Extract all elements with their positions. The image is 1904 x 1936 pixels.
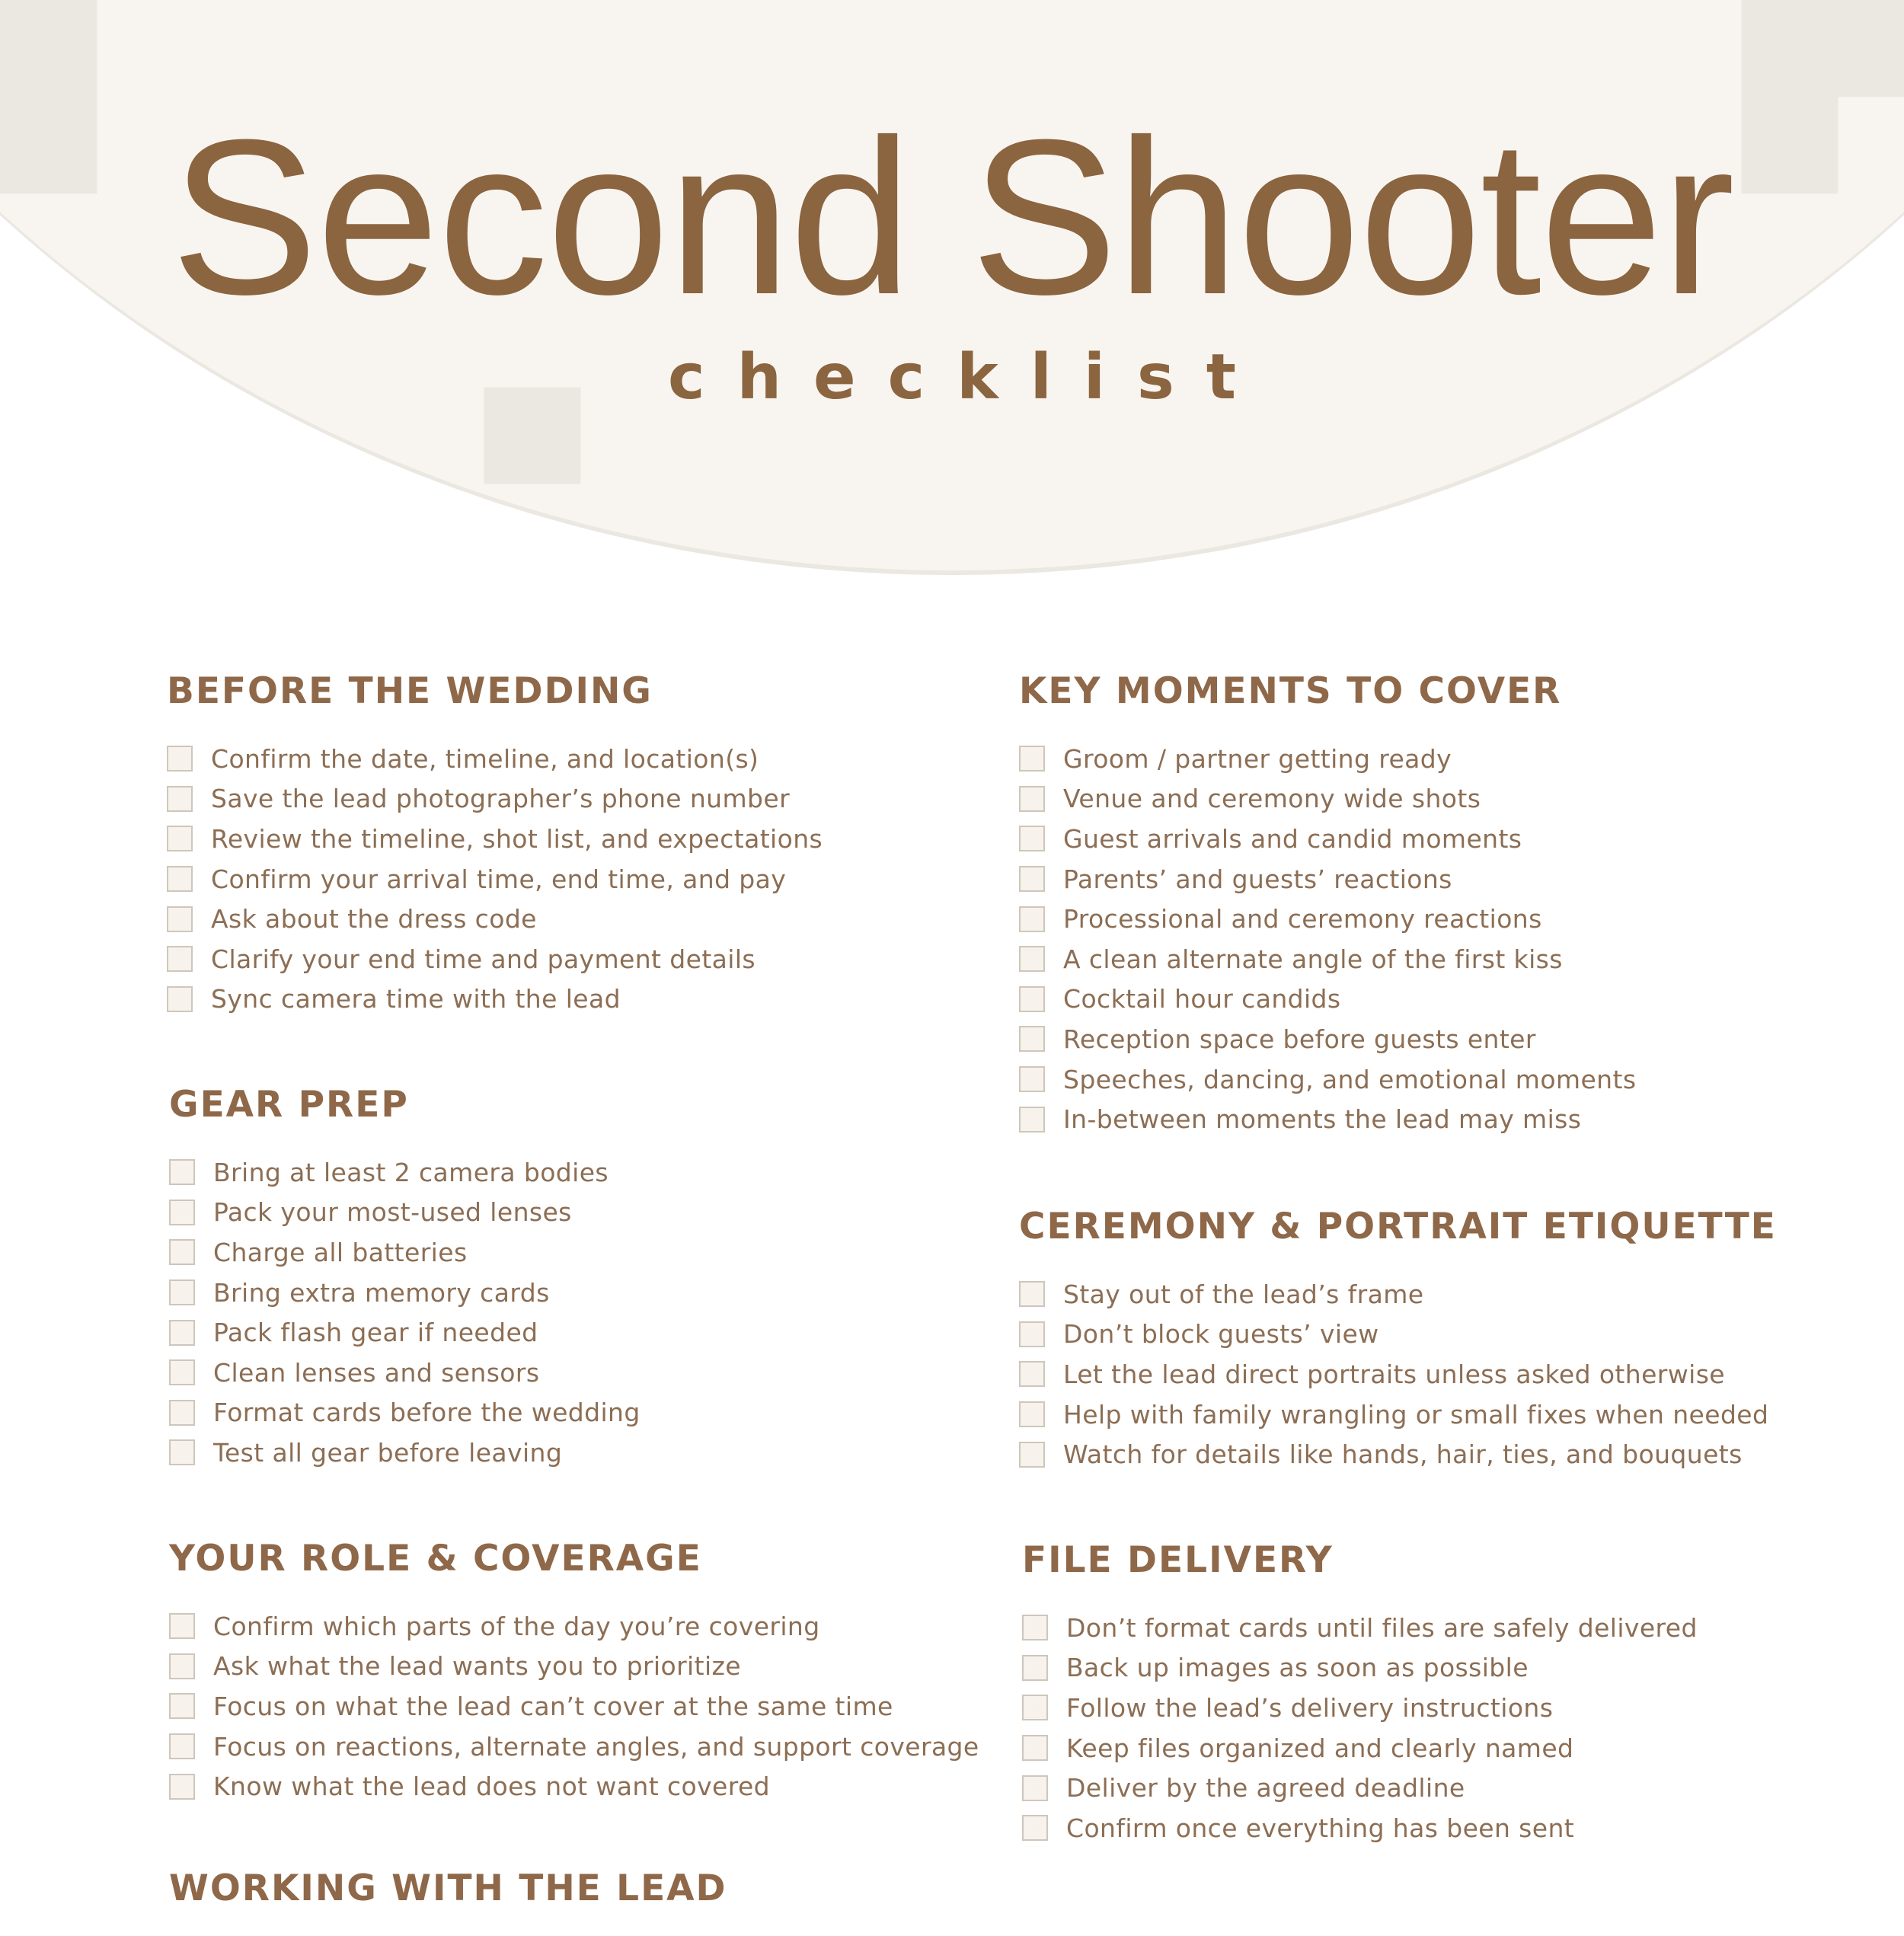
checklist-item-label: Know what the lead does not want covered xyxy=(213,1771,771,1802)
checkbox[interactable] xyxy=(169,1320,195,1346)
checklist-item-label: Back up images as soon as possible xyxy=(1066,1653,1529,1683)
checklist-item-label: Ask about the dress code xyxy=(211,904,537,934)
section-heading: KEY MOMENTS TO COVER xyxy=(1019,670,1562,712)
checkbox[interactable] xyxy=(1019,1066,1045,1092)
checkbox[interactable] xyxy=(167,746,193,772)
checkbox[interactable] xyxy=(1019,1361,1045,1387)
section-key-moments-to-cover xyxy=(1019,670,1636,1139)
checklist-item[interactable] xyxy=(169,1727,979,1767)
checkbox[interactable] xyxy=(1019,1281,1045,1307)
checklist-item[interactable] xyxy=(169,1232,641,1273)
checklist-item-label: Review the timeline, shot list, and expectations xyxy=(211,823,823,854)
checklist-item[interactable] xyxy=(1019,939,1636,979)
checklist-item-label: Stay out of the lead’s frame xyxy=(1063,1279,1424,1309)
checklist-item[interactable] xyxy=(1019,1354,1777,1394)
checkbox[interactable] xyxy=(1019,1401,1045,1427)
checkbox[interactable] xyxy=(169,1159,195,1185)
checklist-item-label: In-between moments the lead may miss xyxy=(1063,1104,1582,1135)
checklist-item-label: Test all gear before leaving xyxy=(213,1437,563,1468)
checklist-item[interactable] xyxy=(1019,859,1636,899)
checkbox[interactable] xyxy=(1019,866,1045,892)
checklist-item[interactable] xyxy=(1022,1728,1698,1768)
checklist-item[interactable] xyxy=(167,739,823,779)
checklist-item-label: Help with family wrangling or small fixes when needed xyxy=(1063,1399,1769,1430)
checkbox[interactable] xyxy=(1022,1615,1048,1640)
checklist-item[interactable] xyxy=(169,1152,641,1193)
checkbox[interactable] xyxy=(1019,1442,1045,1468)
section-gear-prep xyxy=(169,1084,641,1473)
checkbox[interactable] xyxy=(169,1239,195,1265)
section-heading: BEFORE THE WEDDING xyxy=(167,670,653,712)
checklist-item[interactable] xyxy=(169,1766,979,1807)
checklist xyxy=(1019,1274,1777,1474)
checklist xyxy=(1022,1608,1698,1848)
checklist-item[interactable] xyxy=(167,979,823,1020)
checklist-item[interactable] xyxy=(1019,1019,1636,1059)
checkbox[interactable] xyxy=(167,986,193,1012)
checkbox[interactable] xyxy=(1019,1321,1045,1347)
checklist-item[interactable] xyxy=(1019,979,1636,1020)
checklist-item-label: Confirm the date, timeline, and location(s) xyxy=(211,743,759,774)
checklist-item[interactable] xyxy=(1019,1315,1777,1355)
checkbox[interactable] xyxy=(1019,986,1045,1012)
checklist-item-label: Parents’ and guests’ reactions xyxy=(1063,864,1452,894)
section-ceremony-and-portrait-etiquette xyxy=(1019,1206,1777,1474)
checklist-item[interactable] xyxy=(167,779,823,819)
checklist-item-label: Don’t format cards until files are safely delivered xyxy=(1066,1612,1698,1643)
checklist-item[interactable] xyxy=(169,1273,641,1313)
checklist-item[interactable] xyxy=(1022,1808,1698,1848)
section-working-with-the-lead xyxy=(169,1867,727,1936)
checklist-item[interactable] xyxy=(1019,899,1636,939)
section-heading: CEREMONY & PORTRAIT ETIQUETTE xyxy=(1019,1206,1777,1248)
checklist-item[interactable] xyxy=(1019,1394,1777,1435)
checklist-item[interactable] xyxy=(1019,779,1636,819)
checklist-item-label: Sync camera time with the lead xyxy=(211,984,621,1014)
checklist-item[interactable] xyxy=(169,1193,641,1233)
checklist-item-label: Save the lead photographer’s phone number xyxy=(211,784,791,814)
checklist-item-label: Reception space before guests enter xyxy=(1063,1024,1536,1054)
checklist-item-label: Let the lead direct portraits unless asked otherwise xyxy=(1063,1359,1726,1389)
checklist-item[interactable] xyxy=(169,1312,641,1353)
checklist-item[interactable] xyxy=(167,859,823,899)
checklist-item-label: Deliver by the agreed deadline xyxy=(1066,1773,1465,1803)
checklist-item[interactable] xyxy=(1019,1099,1636,1139)
checklist-item[interactable] xyxy=(1019,739,1636,779)
checklist-item[interactable] xyxy=(1019,1434,1777,1474)
checkbox[interactable] xyxy=(1022,1735,1048,1761)
checklist-item-label: Pack flash gear if needed xyxy=(213,1318,538,1348)
checkbox[interactable] xyxy=(167,906,193,932)
checklist xyxy=(1019,739,1636,1139)
checklist-item[interactable] xyxy=(1022,1688,1698,1728)
page-subtitle: checklist xyxy=(668,341,1268,414)
checklist-item[interactable] xyxy=(169,1606,979,1647)
section-file-delivery xyxy=(1022,1539,1698,1848)
checklist-item[interactable] xyxy=(169,1433,641,1473)
checklist-item-label: A clean alternate angle of the first kiss xyxy=(1063,944,1563,974)
checklist xyxy=(169,1606,979,1807)
checklist-item-label: Follow the lead’s delivery instructions xyxy=(1066,1692,1554,1723)
checkbox[interactable] xyxy=(1019,1026,1045,1052)
section-your-role-and-coverage xyxy=(169,1538,979,1807)
checklist-item[interactable] xyxy=(1019,1274,1777,1315)
checkbox[interactable] xyxy=(167,786,193,812)
checklist-item-label: Clean lenses and sensors xyxy=(213,1357,540,1388)
checkbox[interactable] xyxy=(1022,1695,1048,1720)
checklist-item-label: Focus on what the lead can’t cover at the same time xyxy=(213,1691,893,1721)
section-heading: FILE DELIVERY xyxy=(1022,1539,1334,1581)
section-heading: YOUR ROLE & COVERAGE xyxy=(169,1538,702,1580)
checkbox[interactable] xyxy=(1019,906,1045,932)
checkbox[interactable] xyxy=(1019,826,1045,851)
checklist-item-label: Confirm once everything has been sent xyxy=(1066,1813,1575,1843)
checklist-item-label: Clarify your end time and payment details xyxy=(211,944,756,974)
checkbox[interactable] xyxy=(1019,1107,1045,1133)
checkbox[interactable] xyxy=(169,1693,195,1719)
checkbox[interactable] xyxy=(1022,1815,1048,1841)
checkbox[interactable] xyxy=(1022,1775,1048,1801)
checklist-item[interactable] xyxy=(169,1686,979,1727)
checkbox[interactable] xyxy=(1022,1655,1048,1681)
checklist-item-label: Bring at least 2 camera bodies xyxy=(213,1157,609,1187)
checklist-item-label: Bring extra memory cards xyxy=(213,1277,550,1308)
checkbox[interactable] xyxy=(1019,786,1045,812)
checklist-item-label: Confirm your arrival time, end time, and pay xyxy=(211,864,787,894)
checklist-item[interactable] xyxy=(1022,1648,1698,1688)
checkbox[interactable] xyxy=(167,866,193,892)
checklist-item-label: Confirm which parts of the day you’re covering xyxy=(213,1611,820,1641)
checklist-item[interactable] xyxy=(167,939,823,979)
checkbox[interactable] xyxy=(167,946,193,972)
checkbox[interactable] xyxy=(167,826,193,851)
section-heading: WORKING WITH THE LEAD xyxy=(169,1867,727,1909)
checkbox[interactable] xyxy=(169,1400,195,1426)
checkbox[interactable] xyxy=(169,1439,195,1465)
checklist-item[interactable] xyxy=(1019,819,1636,859)
checklist xyxy=(167,739,823,1019)
checklist-item-label: Cocktail hour candids xyxy=(1063,984,1341,1014)
checklist-item-label: Venue and ceremony wide shots xyxy=(1063,784,1481,814)
checklist-item[interactable] xyxy=(169,1647,979,1687)
checkbox[interactable] xyxy=(169,1200,195,1225)
checkbox[interactable] xyxy=(1019,746,1045,772)
checklist xyxy=(169,1152,641,1473)
checklist-item-label: Format cards before the wedding xyxy=(213,1398,641,1428)
checkbox[interactable] xyxy=(169,1613,195,1639)
checklist-item[interactable] xyxy=(169,1353,641,1393)
checklist-item-label: Keep files organized and clearly named xyxy=(1066,1733,1574,1763)
section-before-the-wedding xyxy=(167,670,823,1019)
checklist-item-label: Speeches, dancing, and emotional moments xyxy=(1063,1064,1637,1094)
checkbox[interactable] xyxy=(169,1279,195,1305)
checklist-item[interactable] xyxy=(167,899,823,939)
checklist-item[interactable] xyxy=(167,819,823,859)
checkbox[interactable] xyxy=(169,1653,195,1679)
checklist-item-label: Guest arrivals and candid moments xyxy=(1063,823,1522,854)
checklist-item-label: Watch for details like hands, hair, ties, and bouquets xyxy=(1063,1439,1743,1470)
checklist-item[interactable] xyxy=(169,1393,641,1433)
checkbox[interactable] xyxy=(1019,946,1045,972)
checklist-item-label: Processional and ceremony reactions xyxy=(1063,904,1542,934)
checklist-item-label: Don’t block guests’ view xyxy=(1063,1319,1379,1350)
checkbox[interactable] xyxy=(169,1733,195,1759)
checklist-item[interactable] xyxy=(1022,1768,1698,1808)
checklist-item-label: Focus on reactions, alternate angles, and support coverage xyxy=(213,1731,979,1762)
checklist-item-label: Ask what the lead wants you to prioritize xyxy=(213,1651,741,1682)
checklist-item[interactable] xyxy=(1022,1608,1698,1648)
section-heading: GEAR PREP xyxy=(169,1084,409,1126)
checkbox[interactable] xyxy=(169,1359,195,1385)
checkbox[interactable] xyxy=(169,1774,195,1800)
checklist-item-label: Groom / partner getting ready xyxy=(1063,743,1452,774)
checklist-item[interactable] xyxy=(1019,1059,1636,1100)
checklist-item-label: Pack your most-used lenses xyxy=(213,1197,572,1228)
checklist-item-label: Charge all batteries xyxy=(213,1237,468,1267)
page-title: Second Shooter xyxy=(171,94,1733,340)
